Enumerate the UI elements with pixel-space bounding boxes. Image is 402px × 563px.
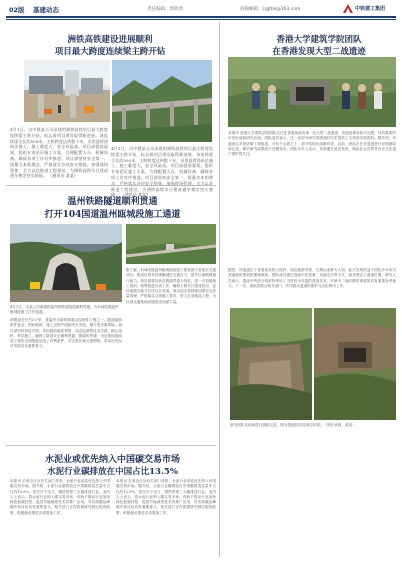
article1-bridge-photo bbox=[112, 60, 212, 142]
editor-credit: 责任编辑：郭欣欣 bbox=[147, 7, 183, 12]
page-number: 02版 bbox=[9, 6, 25, 14]
article2-title-line2: 在香港发现大型二战遗迹 bbox=[272, 47, 366, 57]
article4-title-line1: 水泥业或优先纳入中国碳交易市场 bbox=[44, 455, 180, 465]
article4-body-left: 本报讯 记者近日从有关部门获悉，水泥行业或将优先纳入中国碳交易市场。据介绍，水泥行业碳排放在中国碳排放总量中占比约13.5%，是仅次于电力、钢铁的第三大碳排放行业。业内人士表示，将水泥行业纳入碳交易市场，有助于推动行业加快绿色低碳转型，促进节能减排技术的推广应用，对实现碳达峰碳中和目标具有重要意义。相关部门正在抓紧研究制定配套政策，积极稳妥推进各项准备工作。 bbox=[10, 479, 110, 515]
article3-aerial-photo bbox=[126, 224, 216, 264]
article1-title-line1: 洲铁高铁建设进展顺利 bbox=[67, 35, 153, 45]
article3-title-line2: 打开104国道温州瓯城段施工通道 bbox=[44, 210, 181, 220]
article1-construction-photo bbox=[24, 60, 110, 122]
article3-title bbox=[10, 194, 215, 207]
article4-title-line2: 水泥行业碳排放在中国占比13.5% bbox=[47, 467, 178, 477]
article2-title bbox=[244, 33, 394, 45]
article2-title-line1: 香港大学建筑学院团队 bbox=[276, 35, 362, 45]
article1-subtitle bbox=[30, 45, 190, 57]
section-divider-2 bbox=[6, 445, 216, 446]
article2-site-photo-right bbox=[314, 308, 396, 420]
logo-text: 中铁建工集团 bbox=[355, 6, 386, 12]
article3-photo-caption: 4月1日，由某公司承建的温州铁路某隧道顺利贯通，为104国道温州瓯城段施工打开通道。 bbox=[10, 305, 119, 315]
submission-email: 投稿邮箱：cgjtbk@163.com bbox=[240, 7, 301, 12]
article1-body: 4月1日，由中建某公司承建的洲铁高铁项目最大跨度连续梁主跨开钻，标志着项目建设取得新进展。该连续梁全长约500米，主跨跨度达到数十米，采用悬臂浇筑法施工，施工难度大，安全风险高。项目部提前谋划，组织专家论证施工方案，合理配置人员、机械设备，确保各项工作有序推进。项目部坚持安全第一、质量为本的理念，严格落实各项安全措施，加强现场管理，全力以赴推进工程建设，为洲铁高铁早日建成通车奠定坚实基础。 （通讯员 某某） bbox=[10, 127, 108, 179]
article2-site-photo-left bbox=[230, 308, 312, 420]
article2-body: 据悉，该遗迹位于香港某郊野公园内，周边植被茂密，长期以来鲜为人知。此次发现得益于团队多年来对香港战时建筑的系统调查。团队成员通过查阅历史档案、实地走访等方式，逐步锁定了遗迹位置。研究人员表示，遗迹中的部分构筑物采用了当时较为先进的建造技术，对研究二战时期军事建筑具有重要参考意义。下一步，团队将联合相关部门，共同推动遗迹的保护与活化利用工作。 bbox=[228, 268, 396, 288]
article3-body-right: 据了解，104国道温州瓯城段改建工程是浙江省重点交通项目，建成后将有效缓解城区交通压力，提升区域路网通行能力。项目部将以此次隧道贯通为契机，进一步加强施工组织，统筹推进各项工作，确保工程早日建成投用，更好地服务地方经济社会发展。项目部还将持续加强安全质量管理，严格落实文明施工要求，努力打造精品工程，为区域交通基础设施建设贡献力量。 bbox=[126, 268, 216, 304]
section-divider bbox=[6, 185, 216, 186]
article2-caption: 本报讯 香港大学建筑学院团队近日在香港某地发现一处大型二战遗迹，该遗迹保存较为完整，具有重要的历史价值和研究价值。团队成员表示，这一发现为研究香港战时历史提供了宝贵的实物资料。据介绍，该遗迹由多处防御工事组成，分布于山坡之上，部分结构仍清晰可见。目前，团队正在对遗迹进行详细测绘和记录，相关研究成果将于近期发布。团队负责人表示，希望通过此次发现，唤起社会各界对历史文化遗产保护的关注。 bbox=[228, 131, 396, 157]
article1-title bbox=[50, 33, 170, 45]
article2-team-photo bbox=[228, 57, 396, 127]
article2-photo-caption: 研究团队在现场进行测绘记录，图为遗迹局部及周边环境。（图片来源：某某） bbox=[230, 423, 356, 427]
article2-subtitle bbox=[244, 45, 394, 57]
article1-title-line2: 项目最大跨度连续梁主跨开钻 bbox=[54, 47, 166, 57]
article4-subtitle bbox=[10, 465, 215, 477]
masthead-logo bbox=[343, 3, 395, 14]
article3-title-line1: 温州铁路隧道顺利贯通 bbox=[67, 197, 158, 207]
logo-mark-icon bbox=[343, 4, 353, 13]
article4-body-right: 本报讯 记者近日从有关部门获悉，水泥行业或将优先纳入中国碳交易市场。据介绍，水泥行业碳排放在中国碳排放总量中占比约13.5%，是仅次于电力、钢铁的第三大碳排放行业。业内人士表示，将水泥行业纳入碳交易市场，有助于推动行业加快绿色低碳转型，促进节能减排技术的推广应用，对实现碳达峰碳中和目标具有重要意义。相关部门正在抓紧研究制定配套政策，积极稳妥推进各项准备工作。 bbox=[116, 479, 216, 515]
header-rule bbox=[6, 16, 396, 18]
article3-body-left: 该隧道全长约2公里，是温州市域铁路重点控制性工程之一。隧道地质条件复杂，围岩破碎，施工过程中面临突水突泥、塌方等多重风险。项目部坚持科技引领，采用超前地质预报、动态监测等技术手段，精心组织，科学施工，确保了隧道安全顺利贯通。隧道的贯通，为后续国道改造工程的全面推进创造了有利条件，对完善区域交通网络、带动沿线经济发展具有重要意义。 bbox=[10, 318, 122, 349]
header-rule-thin bbox=[6, 19, 396, 20]
section-name: 基建动态 bbox=[33, 6, 59, 14]
article3-subtitle bbox=[10, 207, 215, 220]
article4-title bbox=[10, 452, 215, 465]
article1-body-right: 4月1日，由中建某公司承建的洲铁高铁项目最大跨度连续梁主跨开钻，标志着项目建设取得新进展。该连续梁全长约500米，主跨跨度达到数十米，采用悬臂浇筑法施工，施工难度大，安全风险高。项目部提前谋划，组织专家论证施工方案，合理配置人员、机械设备，确保各项工作有序推进。项目部坚持安全第一、质量为本的理念，严格落实各项安全措施，加强现场管理，全力以赴推进工程建设，为洲铁高铁早日建成通车奠定坚实基础。 （通讯员 某某） bbox=[111, 146, 213, 198]
column-divider bbox=[219, 22, 220, 557]
article3-tunnel-photo bbox=[10, 224, 122, 302]
